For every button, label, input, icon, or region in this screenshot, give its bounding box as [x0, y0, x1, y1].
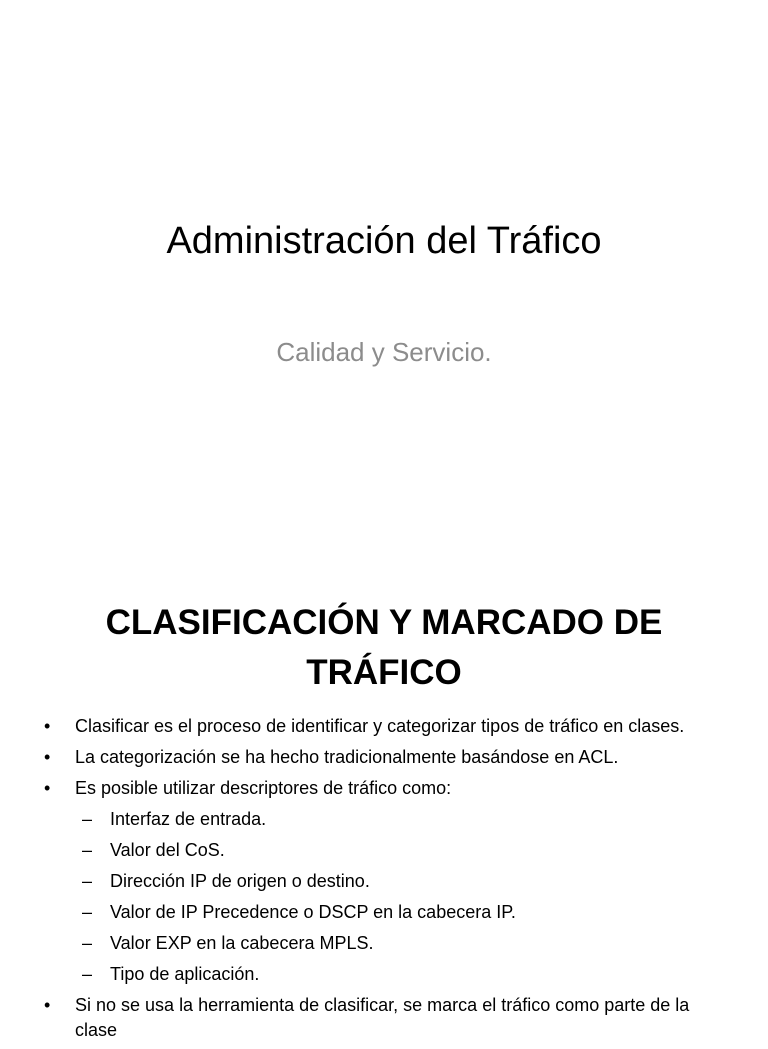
bullet-text: La categorización se ha hecho tradicionalmente basándose en ACL.: [75, 747, 619, 767]
bullet-list: [38, 714, 718, 1049]
sub-bullet-text: Dirección IP de origen o destino.: [110, 871, 370, 891]
dash-marker: –: [82, 964, 93, 984]
bullet-marker: •: [44, 778, 51, 798]
heading-line-1: CLASIFICACIÓN Y MARCADO DE: [105, 603, 663, 642]
sub-bullet-text: Valor EXP en la cabecera MPLS.: [110, 933, 374, 953]
dash-marker: –: [82, 840, 93, 860]
content-slide: [0, 576, 768, 1040]
bullet-item: [38, 714, 718, 739]
bullet-text: Es posible utilizar descriptores de tráfico como:: [75, 778, 452, 798]
sub-bullet-text: Tipo de aplicación.: [110, 964, 260, 984]
sub-bullet-item: [38, 931, 718, 956]
heading-line-2: TRÁFICO: [306, 653, 462, 692]
sub-bullet-text: Interfaz de entrada.: [110, 809, 267, 829]
sub-bullet-item: [38, 900, 718, 925]
bullet-marker: •: [44, 716, 51, 736]
bullet-text: Clasificar es el proceso de identificar y categorizar tipos de tráfico en clases.: [75, 716, 685, 736]
dash-marker: –: [82, 809, 93, 829]
sub-bullet-item: [38, 807, 718, 832]
bullet-marker: •: [44, 747, 51, 767]
dash-marker: –: [82, 933, 93, 953]
sub-bullet-item: [38, 962, 718, 987]
sub-bullet-text: Valor de IP Precedence o DSCP en la cabecera IP.: [110, 902, 516, 922]
sub-bullet-text: Valor del CoS.: [110, 840, 225, 860]
slide-heading: [60, 598, 708, 698]
bullet-item: [38, 745, 718, 770]
dash-marker: –: [82, 902, 93, 922]
bullet-item: [38, 776, 718, 801]
bullet-marker: •: [44, 995, 51, 1015]
slide-title: Administración del Tráfico: [166, 220, 602, 262]
bullet-item: [38, 993, 718, 1043]
sub-bullet-item: [38, 838, 718, 863]
slide-subtitle: Calidad y Servicio.: [276, 337, 492, 367]
sub-bullet-item: [38, 869, 718, 894]
bullet-text: Si no se usa la herramienta de clasificar, se marca el tráfico como parte de la clase: [75, 995, 690, 1040]
dash-marker: –: [82, 871, 93, 891]
